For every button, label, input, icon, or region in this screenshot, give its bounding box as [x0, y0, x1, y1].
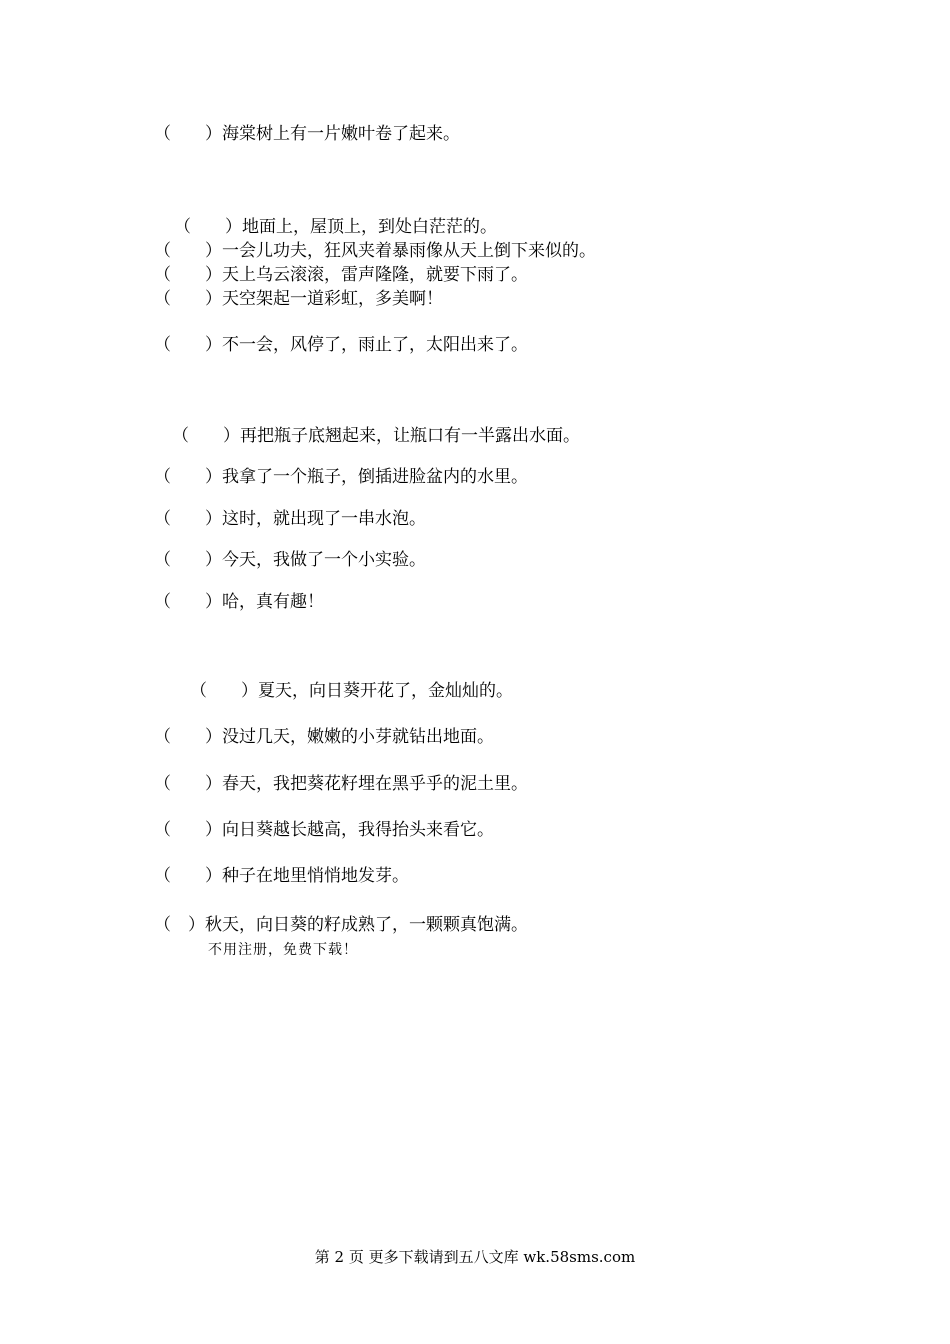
download-note: 不用注册，免费下载！ — [208, 942, 358, 958]
sentence-text: 这时，就出现了一串水泡。 — [222, 509, 426, 529]
sentence-line — [154, 287, 443, 311]
answer-blank: （ ） — [154, 509, 222, 529]
page-footer: 第 2 页 更多下载请到五八文库 wk.58sms.com — [314, 1248, 636, 1266]
sentence-text: 没过几天，嫩嫩的小芽就钻出地面。 — [222, 727, 494, 747]
answer-blank: （ ） — [154, 265, 222, 285]
sentence-text: 天空架起一道彩虹，多美啊！ — [222, 289, 443, 309]
sentence-text: 春天，我把葵花籽埋在黑乎乎的泥土里。 — [222, 774, 528, 794]
sentence-text: 地面上，屋顶上，到处白茫茫的。 — [242, 217, 497, 237]
sentence-line — [154, 239, 596, 263]
sentence-line — [174, 215, 497, 239]
sentence-text: 哈，真有趣！ — [222, 592, 324, 612]
answer-blank: （ ） — [154, 335, 222, 355]
sentence-line — [154, 818, 494, 842]
answer-blank: （ ） — [154, 915, 205, 935]
sentence-line — [154, 590, 324, 614]
answer-blank: （ ） — [174, 217, 242, 237]
sentence-text: 海棠树上有一片嫩叶卷了起来。 — [222, 124, 460, 144]
answer-blank: （ ） — [154, 241, 222, 261]
sentence-text: 今天，我做了一个小实验。 — [222, 550, 426, 570]
sentence-line — [154, 772, 528, 796]
sentence-line — [154, 263, 528, 287]
sentence-text: 夏天，向日葵开花了，金灿灿的。 — [258, 681, 513, 701]
sentence-text: 种子在地里悄悄地发芽。 — [222, 866, 409, 886]
sentence-text: 不一会，风停了，雨止了，太阳出来了。 — [222, 335, 528, 355]
sentence-line — [154, 507, 426, 531]
answer-blank: （ ） — [154, 289, 222, 309]
answer-blank: （ ） — [154, 727, 222, 747]
answer-blank: （ ） — [154, 774, 222, 794]
sentence-line — [154, 548, 426, 572]
answer-blank: （ ） — [154, 866, 222, 886]
sentence-line — [154, 333, 528, 357]
sentence-text: 再把瓶子底翘起来，让瓶口有一半露出水面。 — [240, 426, 580, 446]
answer-blank: （ ） — [190, 681, 258, 701]
sentence-line — [154, 913, 528, 937]
sentence-line — [172, 424, 580, 448]
sentence-text: 天上乌云滚滚，雷声隆隆，就要下雨了。 — [222, 265, 528, 285]
answer-blank: （ ） — [154, 124, 222, 144]
sentence-line — [154, 725, 494, 749]
sentence-text: 一会儿功夫，狂风夹着暴雨像从天上倒下来似的。 — [222, 241, 596, 261]
answer-blank: （ ） — [154, 467, 222, 487]
sentence-line — [154, 864, 409, 888]
sentence-text: 秋天，向日葵的籽成熟了，一颗颗真饱满。 — [205, 915, 528, 935]
sentence-text: 向日葵越长越高，我得抬头来看它。 — [222, 820, 494, 840]
sentence-line — [154, 465, 528, 489]
answer-blank: （ ） — [154, 592, 222, 612]
sentence-line — [154, 122, 460, 146]
answer-blank: （ ） — [154, 820, 222, 840]
answer-blank: （ ） — [172, 426, 240, 446]
sentence-text: 我拿了一个瓶子，倒插进脸盆内的水里。 — [222, 467, 528, 487]
answer-blank: （ ） — [154, 550, 222, 570]
sentence-line — [190, 679, 513, 703]
